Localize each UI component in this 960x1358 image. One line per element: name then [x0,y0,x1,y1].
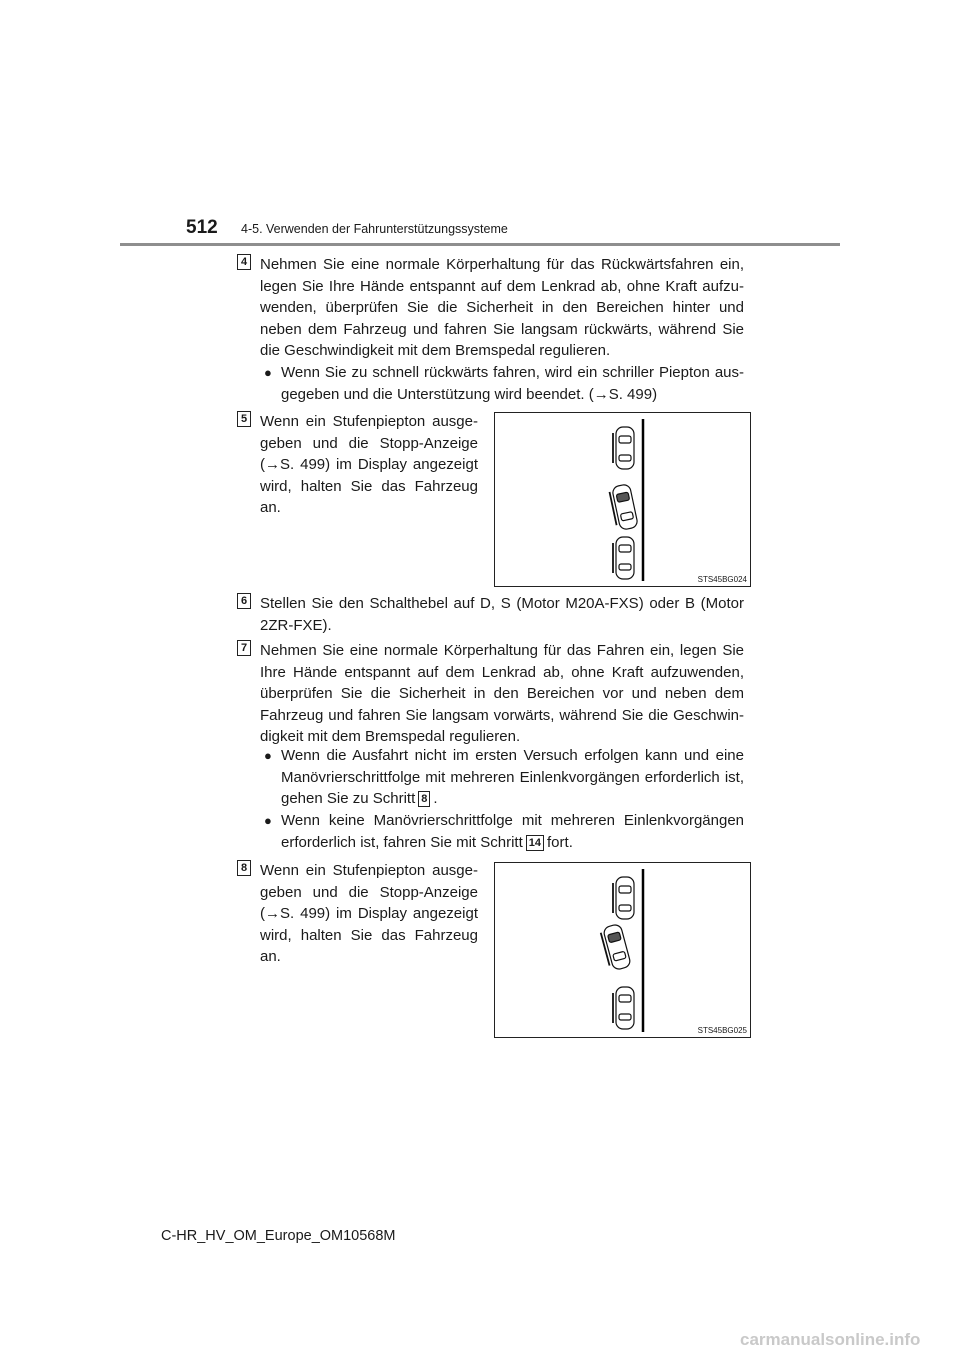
step-4-bullet [264,362,744,405]
step-7-bullet-1-text: Wenn die Ausfahrt nicht im ersten Versuch erfolgen kann und eine Manövrierschrittfolge mit mehreren Einlenkvorgängen erforderlich ist, gehen Sie zu Schritt 8 . [281,747,744,807]
step-ref-14: 14 [526,835,544,851]
step-7-bullet-2 [264,810,744,853]
step-8-text: Wenn ein Stufenpiepton ausge-geben und die Stopp-Anzeige (→S. 499) im Display angezeigt wird, halten Sie das Fahrzeug an. [260,862,478,965]
bullet-icon: ● [264,813,272,828]
watermark: carmanualsonline.info [740,1330,921,1349]
bullet-icon: ● [264,748,272,763]
step-8-marker: 8 [237,860,251,876]
step-7-text: Nehmen Sie eine normale Körperhaltung für das Fahren ein, legen Sie Ihre Hände entspannt auf dem Lenkrad ab, ohne Kraft aufzuwenden, überprüfen Sie die Sicherheit in den Bereichen vor und neben dem Fahrzeug und fahren Sie langsam vorwärts, während Sie die Geschwin-digkeit mit dem Bremspedal regulieren. [260,642,744,745]
step-6-text: Stellen Sie den Schalthebel auf D, S (Motor M20A-FXS) oder B (Motor 2ZR-FXE). [260,595,744,634]
figure-code: STS45BG025 [697,1026,747,1035]
parking-exit-illustration-1 [495,413,750,586]
own-car-angled-icon [609,484,639,531]
step-4-text: Nehmen Sie eine normale Körperhaltung für das Rückwärtsfahren ein, legen Sie Ihre Hände entspannt auf dem Lenkrad ab, ohne Kraft aufzu-wenden, überprüfen Sie die Sicherheit in den Bereichen hinter und neben dem Fahrzeug und fahren Sie langsam rückwärts, während Sie die Geschwindigkeit mit dem Bremspedal regulieren. [260,256,744,359]
step-7-bullet-1 [264,745,744,810]
parked-car-rear-icon [613,537,634,579]
step-5-marker: 5 [237,411,251,427]
section-title: 4-5. Verwenden der Fahrunterstützungssysteme [241,222,508,236]
step-5-figure [494,412,751,587]
parking-exit-illustration-2 [495,863,750,1037]
page-number: 512 [186,217,218,238]
step-6-marker: 6 [237,593,251,609]
step-8-figure [494,862,751,1038]
step-7-bullet-2-text: Wenn keine Manövrierschrittfolge mit mehreren Einlenkvorgängen erforderlich ist, fahren Sie mit Schritt 14 fort. [281,812,744,851]
step-4-bullet-text: Wenn Sie zu schnell rückwärts fahren, wird ein schriller Piepton aus-gegeben und die Unterstützung wird beendet. (→S. 499) [281,364,744,403]
parked-car-front-icon [613,427,634,469]
parked-car-front-icon [613,877,634,919]
step-5-text: Wenn ein Stufenpiepton ausge-geben und die Stopp-Anzeige (→S. 499) im Display angezeigt wird, halten Sie das Fahrzeug an. [260,413,478,516]
step-7-marker: 7 [237,640,251,656]
step-ref-8: 8 [418,791,430,807]
figure-code: STS45BG024 [697,575,747,584]
step-4-marker: 4 [237,254,251,270]
header-rule [120,243,840,246]
own-car-angled-icon [600,923,632,971]
document-id: C-HR_HV_OM_Europe_OM10568M [161,1228,396,1244]
bullet-icon: ● [264,365,272,380]
parked-car-rear-icon [613,987,634,1029]
